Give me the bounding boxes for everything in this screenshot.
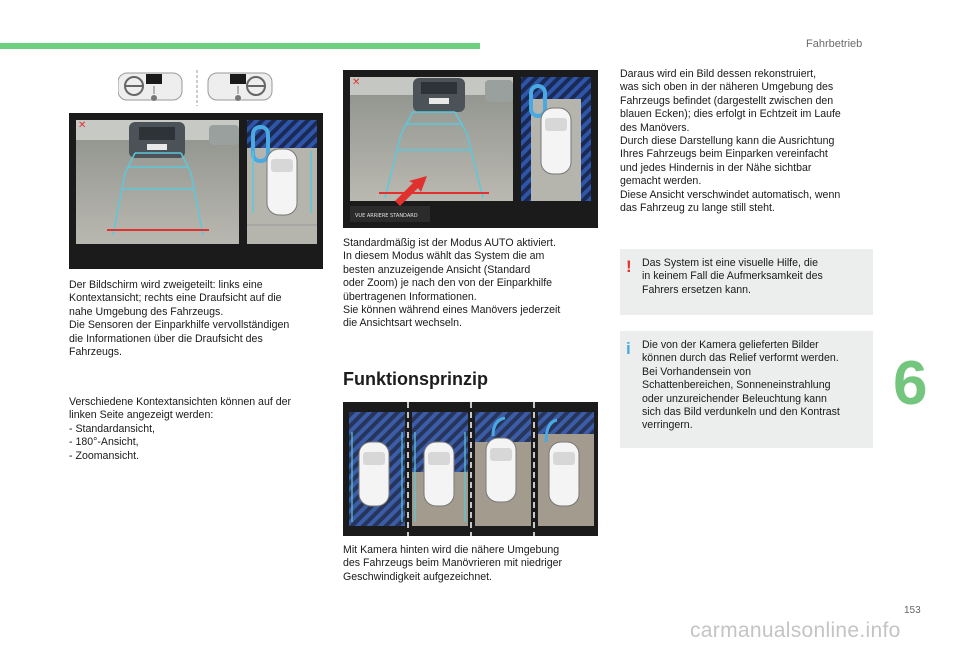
steering-wheel-right-icon [208, 73, 272, 101]
section-heading: Funktionsprinzip [343, 369, 488, 389]
frame-2 [412, 412, 468, 526]
section-title: Fahrbetrieb [806, 38, 863, 50]
info-note: i Die von der Kamera gelieferten Bilder können durch das Relief verformt werden. Bei Vorhandensein von Schattenbereichen, Sonneneinstrahlung oder unzureichender Beleuchtung kann sich das Bild verdunkeln und den Kontrast verringern. [620, 331, 873, 448]
page-number: 153 [904, 605, 921, 616]
camera-controls-illustration [118, 70, 278, 106]
split-screen-camera-image [69, 113, 323, 269]
camera-view-label: VUE ARRIERE STANDARD [355, 213, 418, 219]
steering-wheel-left-icon [118, 73, 182, 101]
warning-icon: ! [626, 257, 632, 276]
close-x-icon-2: ✕ [352, 77, 361, 88]
warning-note: ! Das System ist eine visuelle Hilfe, die in keinem Fall die Aufmerksamkeit des Fahrers ersetzen kann. [620, 249, 873, 315]
info-icon: i [626, 339, 631, 358]
close-x-icon: ✕ [78, 120, 87, 131]
standard-rear-view-camera-image [343, 70, 598, 228]
auto-mode-description: Standardmäßig ist der Modus AUTO aktiviert. In diesem Modus wählt das System die am besten anzuzeigende Ansicht (Standard oder Zoom) je nach den von der Einparkhilfe übertragenen Informationen. Sie können während eines Manövers jederzeit die Ansichtsart wechseln. [343, 237, 561, 330]
split-screen-description: Der Bildschirm wird zweigeteilt: links eine Kontextansicht; rechts eine Draufsicht auf die nahe Umgebung des Fahrzeugs. Die Sensoren der Einparkhilfe vervollständigen die Informationen über die Draufsicht des Fahrzeugs. [69, 279, 290, 359]
watermark: carmanualsonline.info [690, 619, 901, 642]
context-views-list: Verschiedene Kontextansichten können auf der linken Seite angezeigt werden: - Standardansicht, - 180°-Ansicht, - Zoomansicht. [69, 396, 292, 462]
camera-recording-description: Mit Kamera hinten wird die nähere Umgebung des Fahrzeugs beim Manövrieren mit niedriger Geschwindigkeit aufgezeichnet. [343, 544, 563, 583]
principle-sequence-image [343, 402, 598, 536]
header-accent-bar [0, 43, 480, 49]
reconstruction-description: Daraus wird ein Bild dessen rekonstruiert, was sich oben in der näheren Umgebung des Fahrzeugs befindet (dargestellt zwischen den blauen Ecken); dies erfolgt in Echtzeit im Laufe des Manövers. Durch diese Darstellung kann die Ausrichtung Ihres Fahrzeugs beim Einparken vereinfacht und jedes Hindernis in der Nähe sichtbar gemacht werden. Diese Ansicht verschwindet automatisch, wenn das Fahrzeug zu lange still steht. [620, 68, 841, 215]
frame-4 [538, 412, 594, 526]
frame-1 [349, 412, 405, 526]
chapter-number: 6 [893, 349, 928, 418]
frame-3 [475, 412, 531, 526]
